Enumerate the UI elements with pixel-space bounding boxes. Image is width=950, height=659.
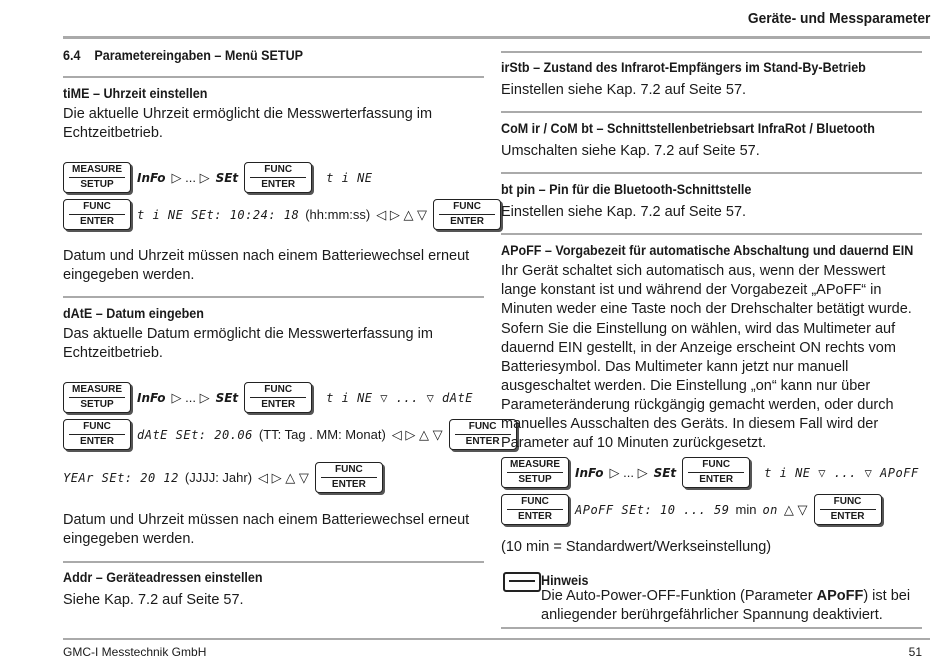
irstb-heading: irStb – Zustand des Infrarot-Empfängers im Stand-By-Betrieb	[501, 60, 866, 75]
measure-setup-button: MEASURE SETUP	[63, 162, 131, 193]
date-heading: dAtE – Datum eingeben	[63, 306, 204, 321]
com-heading: CoM ir / CoM bt – Schnittstellenbetriebsart InfraRot / Bluetooth	[501, 121, 875, 136]
lcd-date: t i NE ▽ ... ▽ dAtE	[326, 390, 473, 405]
divider	[63, 76, 484, 78]
addr-text: Siehe Kap. 7.2 auf Seite 57.	[63, 592, 244, 608]
apoff-heading: APoFF – Vorgabezeit für automatische Abschaltung und dauernd EIN	[501, 243, 914, 258]
apoff-sequence-2	[501, 494, 882, 525]
lcd-info: InFo	[137, 390, 166, 405]
section-title: 6.4 Parametereingaben – Menü SETUP	[63, 48, 304, 63]
addr-heading: Addr – Geräteadressen einstellen	[63, 570, 263, 585]
func-enter-button: FUNC ENTER	[244, 162, 312, 193]
com-text: Umschalten siehe Kap. 7.2 auf Seite 57.	[501, 143, 760, 159]
unit-label: min	[735, 502, 757, 517]
lcd-time-set: t i NE SEt: 10:24: 18	[137, 207, 300, 222]
arrow-keys: ◁ ▷ △ ▽	[258, 469, 309, 485]
divider	[63, 561, 484, 563]
date-sequence-1	[63, 382, 473, 413]
lcd-time: t i NE	[326, 170, 373, 185]
date-sequence-3	[63, 462, 383, 493]
lcd-set: SEt	[653, 465, 677, 480]
hint-text	[541, 587, 921, 625]
format-hint: (hh:mm:ss)	[305, 207, 371, 222]
lcd-set: SEt	[215, 170, 239, 185]
func-enter-button: FUNC ENTER	[63, 199, 131, 230]
time-text: Die aktuelle Uhrzeit ermöglicht die Messwerterfassung im Echtzeitbetrieb.	[63, 106, 433, 141]
divider	[501, 233, 922, 235]
lcd-info: InFo	[137, 170, 166, 185]
time-sequence-2	[63, 199, 501, 230]
irstb-text: Einstellen siehe Kap. 7.2 auf Seite 57.	[501, 82, 747, 98]
footer-rule	[63, 638, 930, 640]
time-note: Datum und Uhrzeit müssen nach einem Batteriewechsel erneut eingegeben werden.	[63, 248, 470, 283]
footer-company: GMC-I Messtechnik GmbH	[63, 645, 207, 659]
lcd-year-set: YEAr SEt: 20 12	[63, 470, 179, 485]
lcd-apoff: t i NE ▽ ... ▽ APoFF	[764, 465, 919, 480]
arrow-keys: △ ▽	[783, 501, 808, 517]
apoff-sequence-1	[501, 457, 919, 488]
lcd-date-set: dAtE SEt: 20.06	[137, 427, 253, 442]
apoff-paragraph-1: Ihr Gerät schaltet sich automatisch aus, wenn der Messwert lange konstant ist und während der Vorgabezeit „APoFF“ in Minuten weder eine Taste noch der Drehschalter betätigt wurde.	[501, 263, 912, 317]
hint-text-b: ) ist bei anliegender berührgefährlicher Spannung deaktiviert.	[541, 588, 911, 623]
format-hint: (TT: Tag . MM: Monat)	[258, 427, 386, 442]
nav-arrows: ▷ ... ▷	[609, 464, 648, 480]
func-enter-button: FUNC ENTER	[501, 494, 569, 525]
hint-text-a: Die Auto-Power-OFF-Funktion (Parameter	[541, 588, 817, 604]
func-enter-button: FUNC ENTER	[433, 199, 501, 230]
measure-setup-button: MEASURE SETUP	[501, 457, 569, 488]
header-rule	[63, 36, 930, 39]
date-text: Das aktuelle Datum ermöglicht die Messwerterfassung im Echtzeitbetrieb.	[63, 326, 433, 361]
page-number: 51	[908, 645, 922, 659]
time-sequence-1	[63, 162, 373, 193]
lcd-apoff-set: APoFF SEt: 10 ... 59	[575, 502, 730, 517]
format-hint: (JJJJ: Jahr)	[184, 470, 253, 485]
lcd-on: on	[762, 502, 778, 517]
apoff-paragraph-2: Sofern Sie die Einstellung on wählen, wird das Multimeter auf dauernd EIN gestellt, in der Anzeige erscheint ON rechts vom Batteriesymbol. Das Multimeter kann jetzt nur manuell ausgeschaltet werden. Die Einstellung „on“ kann nur über Parameteränderung rückgängig gemacht werden, oder durch manuelles Ausschalten des Geräts. In diesem Fall wird der Parameter auf 10 Minuten zurückgesetzt.	[501, 321, 896, 451]
func-enter-button: FUNC ENTER	[315, 462, 383, 493]
func-enter-button: FUNC ENTER	[63, 419, 131, 450]
divider	[501, 51, 922, 53]
hint-param: APoFF	[816, 588, 864, 604]
nav-arrows: ▷ ... ▷	[171, 389, 210, 405]
divider	[501, 111, 922, 113]
hand-pointer-icon	[503, 572, 541, 597]
arrow-keys: ◁ ▷ △ ▽	[391, 426, 443, 442]
func-enter-button: FUNC ENTER	[244, 382, 312, 413]
date-sequence-2	[63, 419, 517, 450]
func-enter-button: FUNC ENTER	[682, 457, 750, 488]
btpin-text: Einstellen siehe Kap. 7.2 auf Seite 57.	[501, 204, 747, 220]
divider	[501, 172, 922, 174]
func-enter-button: FUNC ENTER	[449, 419, 517, 450]
divider	[501, 627, 922, 629]
lcd-info: InFo	[575, 465, 604, 480]
divider	[63, 296, 484, 298]
date-note: Datum und Uhrzeit müssen nach einem Batteriewechsel erneut eingegeben werden.	[63, 512, 470, 547]
time-heading: tiME – Uhrzeit einstellen	[63, 86, 208, 101]
func-enter-button: FUNC ENTER	[814, 494, 882, 525]
btpin-heading: bt pin – Pin für die Bluetooth-Schnittstelle	[501, 182, 752, 197]
nav-arrows: ▷ ... ▷	[171, 169, 210, 185]
hint-title: Hinweis	[541, 573, 589, 588]
default-note: (10 min = Standardwert/Werkseinstellung)	[501, 539, 772, 555]
measure-setup-button: MEASURE SETUP	[63, 382, 131, 413]
lcd-set: SEt	[215, 390, 239, 405]
arrow-keys: ◁ ▷ △ ▽	[376, 206, 428, 222]
running-header: Geräte- und Messparameter	[747, 10, 930, 27]
